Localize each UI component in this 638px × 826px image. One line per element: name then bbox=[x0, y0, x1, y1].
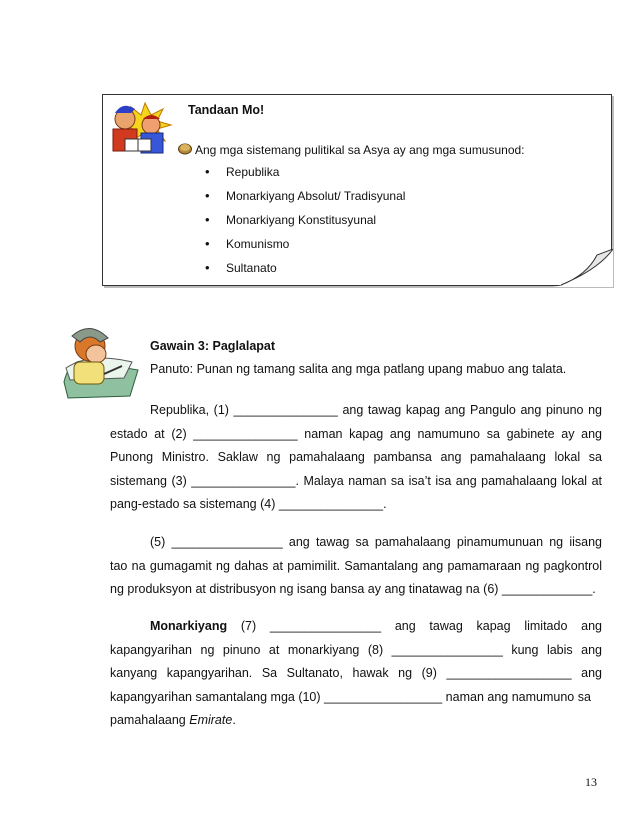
paragraph-line: Republika, (1) _______________ ang tawag kapag ang Pangulo ang pinuno ng bbox=[150, 403, 602, 417]
paragraph-line bbox=[110, 709, 602, 733]
children-reading-illustration bbox=[105, 101, 177, 161]
bold-term: Monarkiyang bbox=[150, 619, 228, 633]
page-number: 13 bbox=[585, 775, 597, 789]
girl-writing-illustration bbox=[60, 322, 144, 402]
reminder-box bbox=[102, 94, 612, 286]
activity-instruction: Panuto: Punan ng tamang salita ang mga patlang upang mabuo ang talata. bbox=[150, 362, 567, 376]
coin-bullet-icon bbox=[177, 141, 193, 155]
activity-title: Gawain 3: Paglalapat bbox=[150, 339, 276, 353]
paragraph-line: Punong Ministro. Saklaw ng pamahalaang pambansa ang pamahalaang lokal sa bbox=[110, 450, 602, 464]
paragraph-line: pang-estado sa sistemang (4) _______________. bbox=[110, 497, 387, 511]
reminder-title: Tandaan Mo! bbox=[188, 103, 265, 117]
paragraph-line: ng produksyon at distribusyon ng isang bansa ay ang tinatawag na (6) _____________. bbox=[110, 582, 596, 596]
list-item: • Komunismo bbox=[203, 236, 405, 260]
line-text: pamahalaang bbox=[110, 713, 190, 727]
paragraph-1 bbox=[110, 399, 602, 517]
reminder-intro: Ang mga sistemang pulitikal sa Asya ay ang mga sumusunod: bbox=[195, 143, 525, 157]
paragraph-line bbox=[110, 615, 602, 639]
paragraph-2 bbox=[110, 531, 602, 602]
paragraph-line: kapangyarihan ng pinuno at monarkiyang (8) ________________ kung labis ang bbox=[110, 642, 602, 657]
list-item: • Monarkiyang Absolut/ Tradisyunal bbox=[203, 188, 405, 212]
page-curl-decoration bbox=[553, 247, 613, 287]
paragraph-3 bbox=[110, 615, 602, 733]
paragraph-line: estado at (2) _______________ naman kapag ang namumuno sa gabinete ay ang bbox=[110, 426, 602, 441]
political-systems-list bbox=[203, 164, 405, 284]
paragraph-line: kapangyarihan samantalang mga (10) _________________ naman ang namumuno sa bbox=[110, 689, 591, 704]
line-text: (7) ________________ ang tawag kapag limitado ang bbox=[227, 619, 602, 633]
paragraph-line: (5) ________________ ang tawag sa pamahalaang pinamumunuan ng iisang bbox=[150, 535, 602, 549]
italic-term: Emirate bbox=[189, 713, 233, 727]
list-item: • Monarkiyang Konstitusyunal bbox=[203, 212, 405, 236]
line-text: . bbox=[232, 713, 236, 727]
paragraph-line: sistemang (3) _______________. Malaya naman sa isa’t isa ang pamahalaang lokal at bbox=[110, 473, 602, 488]
list-item: • Sultanato bbox=[203, 260, 405, 284]
list-item: • Republika bbox=[203, 164, 405, 188]
paragraph-line: kanyang kapangyarihan. Sa Sultanato, hawak ng (9) __________________ ang bbox=[110, 666, 602, 680]
paragraph-line: tao na gumagamit ng dahas at pamimilit. Samantalang ang pamamaraan ng pagkontrol bbox=[110, 558, 602, 573]
